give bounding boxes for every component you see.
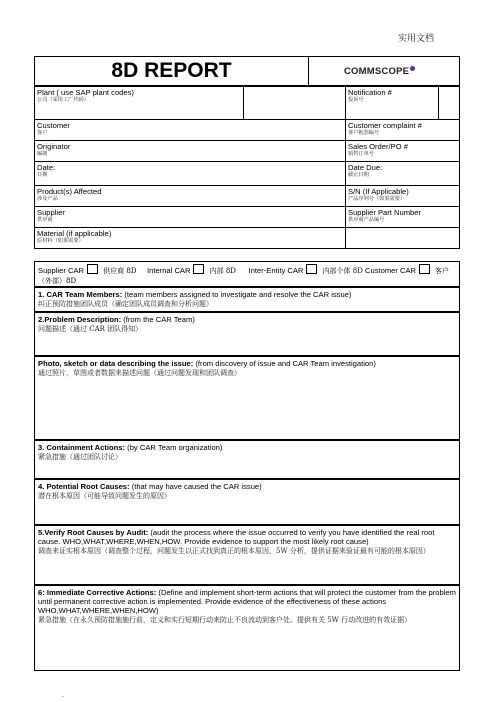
commscope-logo: COMMSCOPE	[344, 66, 415, 77]
section-immediate-corrective-actions[interactable]: 6: Immediate Corrective Actions: (Define and implement short-term actions that will protect the customer from the problem until permanent corrective action is implemented. Provide evidence of the effectiveness of these actions WHO,WHAT,WHERE,WHEN,HOW) 紧急措施（在永久预防措施施行前，定义和实行短期行动来防止不良流动到客户处。提供有关 5W 行动改进的有效证据）	[34, 585, 460, 671]
field-originator[interactable]: Originator 编制	[35, 141, 346, 162]
customer-car-checkbox[interactable]	[419, 264, 430, 274]
supplier-car-label: Supplier CAR	[38, 266, 85, 275]
customer-car-label-zh: 客户（外部）8D	[38, 267, 450, 285]
footer-mark: .	[62, 692, 64, 699]
info-table	[34, 86, 460, 249]
field-customer-complaint[interactable]: Customer complaint # 客户抱怨编号	[346, 120, 460, 141]
section-containment-actions[interactable]: 3. Containment Actions: (by CAR Team organization) 紧急措施（通过团队讨论）	[34, 440, 460, 479]
supplier-car-checkbox[interactable]	[87, 264, 98, 274]
field-supplier[interactable]: Supplier 供应商	[35, 207, 346, 228]
section-verify-root-causes[interactable]: 5.Verify Root Causes by Audit: (audit the process where the issue occurred to verify you have identified the real root cause. WHO,WHAT,WHERE,WHEN,HOW. Provide evidence to support the most likely root cause) 调查来证实根本原因（调查整个过程，问题发生以正式找到真正的根本原因，5W 分析，提供证据来验证最有可能的根本原因）	[34, 525, 460, 585]
inter-entity-car-checkbox[interactable]	[306, 264, 317, 274]
header-note: 实用文档	[398, 34, 435, 44]
logo-cell	[309, 57, 460, 86]
field-notification[interactable]: Notification # 投诉号	[346, 87, 439, 120]
inter-entity-car-label: Inter-Entity CAR	[248, 266, 304, 275]
customer-car-label: Customer CAR	[364, 266, 417, 275]
report-title: 8D REPORT	[35, 57, 309, 86]
field-supplier-part-number[interactable]: Supplier Part Number 供应商产品编号	[346, 207, 460, 228]
field-customer[interactable]: Customer 客户	[35, 120, 346, 141]
internal-car-label-zh: 内部 8D	[209, 267, 236, 275]
field-notification-value[interactable]	[439, 87, 460, 120]
logo-dot-icon	[410, 66, 415, 71]
field-material[interactable]: Material (if applicable) 原材料（如果需要）	[35, 228, 346, 249]
supplier-car-label-zh: 供应商 8D	[103, 267, 137, 275]
section-problem-description[interactable]: 2.Problem Description: (from the CAR Team) 问题描述（通过 CAR 团队得知）	[34, 312, 460, 356]
section-photo-sketch[interactable]: Photo, sketch or data describing the issue: (from discovery of issue and CAR Team investigation) 通过照片，草图或者数据来描述问题（通过问题发现和团队调查）	[34, 356, 460, 440]
field-date[interactable]: Date: 日期	[35, 162, 346, 186]
internal-car-label: Internal CAR	[147, 266, 191, 275]
section-team-members[interactable]: 1. CAR Team Members: (team members assigned to investigate and resolve the CAR issue) 纠正预防措施团队成员（确定团队成员调查和分析问题）	[34, 287, 460, 312]
field-products-affected[interactable]: Product(s) Affected 涉及产品	[35, 186, 346, 207]
field-serial-number[interactable]: S/N (If Applicable) 产品序列号（如果需要）	[346, 186, 460, 207]
car-type-row	[34, 261, 460, 287]
field-plant-value[interactable]	[244, 87, 346, 120]
field-date-due[interactable]: Date Due: 截止日期	[346, 162, 460, 186]
inter-entity-car-label-zh: 内部个体 8D	[322, 267, 363, 275]
field-sales-order[interactable]: Sales Order/PO # 销售订单号	[346, 141, 460, 162]
field-plant[interactable]: Plant ( use SAP plant codes) 公司（采用工厂代码）	[35, 87, 244, 120]
internal-car-checkbox[interactable]	[193, 264, 204, 274]
section-potential-root-causes[interactable]: 4. Potential Root Causes: (that may have caused the CAR issue) 潜在根本原因（可能导致问题发生的原因）	[34, 479, 460, 525]
title-table	[34, 56, 460, 86]
field-material-value[interactable]	[346, 228, 460, 249]
